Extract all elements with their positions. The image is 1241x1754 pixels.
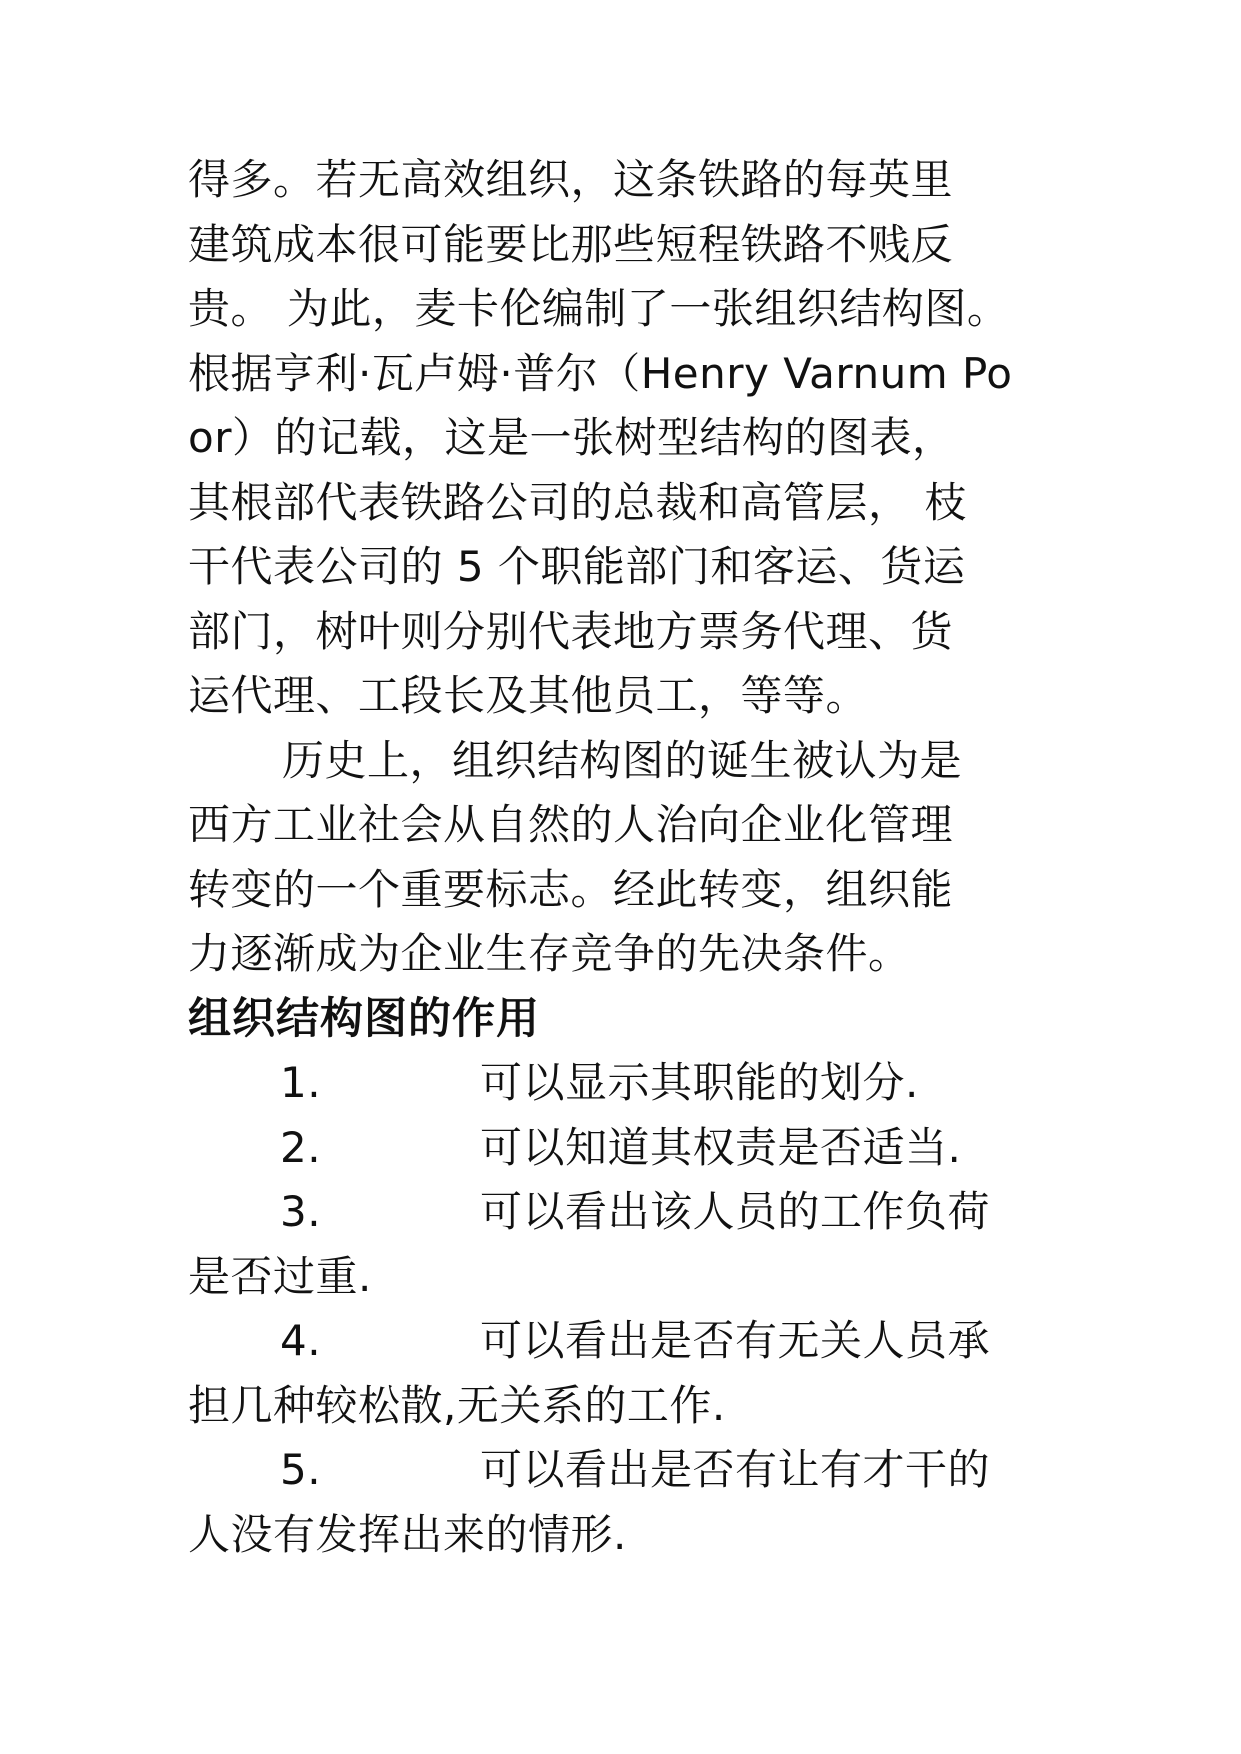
list-item-text: 可以看出是否有让有才干的 [480,1445,991,1494]
list-number: 3. [280,1187,322,1236]
text-line: 部门，树叶则分别代表地方票务代理、货 [188,606,954,656]
list-number: 4. [280,1316,322,1365]
text-line: 干代表公司的 5 个职能部门和客运、货运 [188,542,966,591]
list-item-text: 可以看出是否有无关人员承 [480,1316,991,1365]
list-item-continuation: 担几种较松散,无关系的工作. [188,1380,726,1430]
list-item-continuation: 是否过重. [188,1251,372,1301]
text-line: 历史上，组织结构图的诞生被认为是 [282,735,963,785]
list-item-continuation: 人没有发挥出来的情形. [188,1509,627,1559]
section-heading: 组织结构图的作用 [188,993,540,1044]
list-item-text: 可以看出该人员的工作负荷 [480,1187,991,1236]
list-item [188,1438,1068,1567]
paragraph-history [188,729,1068,987]
text-line: 得多。若无高效组织，这条铁路的每英里 [188,155,954,204]
numbered-list [188,1051,1068,1567]
document-page [188,148,1068,1567]
text-line: 西方工业社会从自然的人治向企业化管理 [188,800,954,849]
list-item [188,1180,1068,1309]
text-line: or）的记载，这是一张树型结构的图表， [188,413,955,462]
list-number: 5. [280,1445,322,1494]
list-number: 2. [280,1122,322,1172]
text-line: 建筑成本很可能要比那些短程铁路不贱反 [188,219,954,269]
list-number: 1. [280,1058,322,1107]
list-item [188,1116,1068,1181]
text-line: 其根部代表铁路公司的总裁和高管层， 枝 [188,477,967,527]
text-line: 转变的一个重要标志。经此转变，组织能 [188,864,954,914]
text-line: 力逐渐成为企业生存竞争的先决条件。 [188,929,911,978]
list-item-text: 可以显示其职能的划分. [480,1058,919,1107]
paragraph-railway-chart [188,148,1068,729]
text-line: 贵。 为此，麦卡伦编制了一张组织结构图。 [188,284,1010,333]
text-line: 运代理、工段长及其他员工，等等。 [188,671,869,720]
list-item-text: 可以知道其权责是否适当. [480,1122,962,1172]
list-item [188,1309,1068,1438]
list-item [188,1051,1068,1116]
text-line: 根据亨利·瓦卢姆·普尔（Henry Varnum Po [188,348,1013,398]
